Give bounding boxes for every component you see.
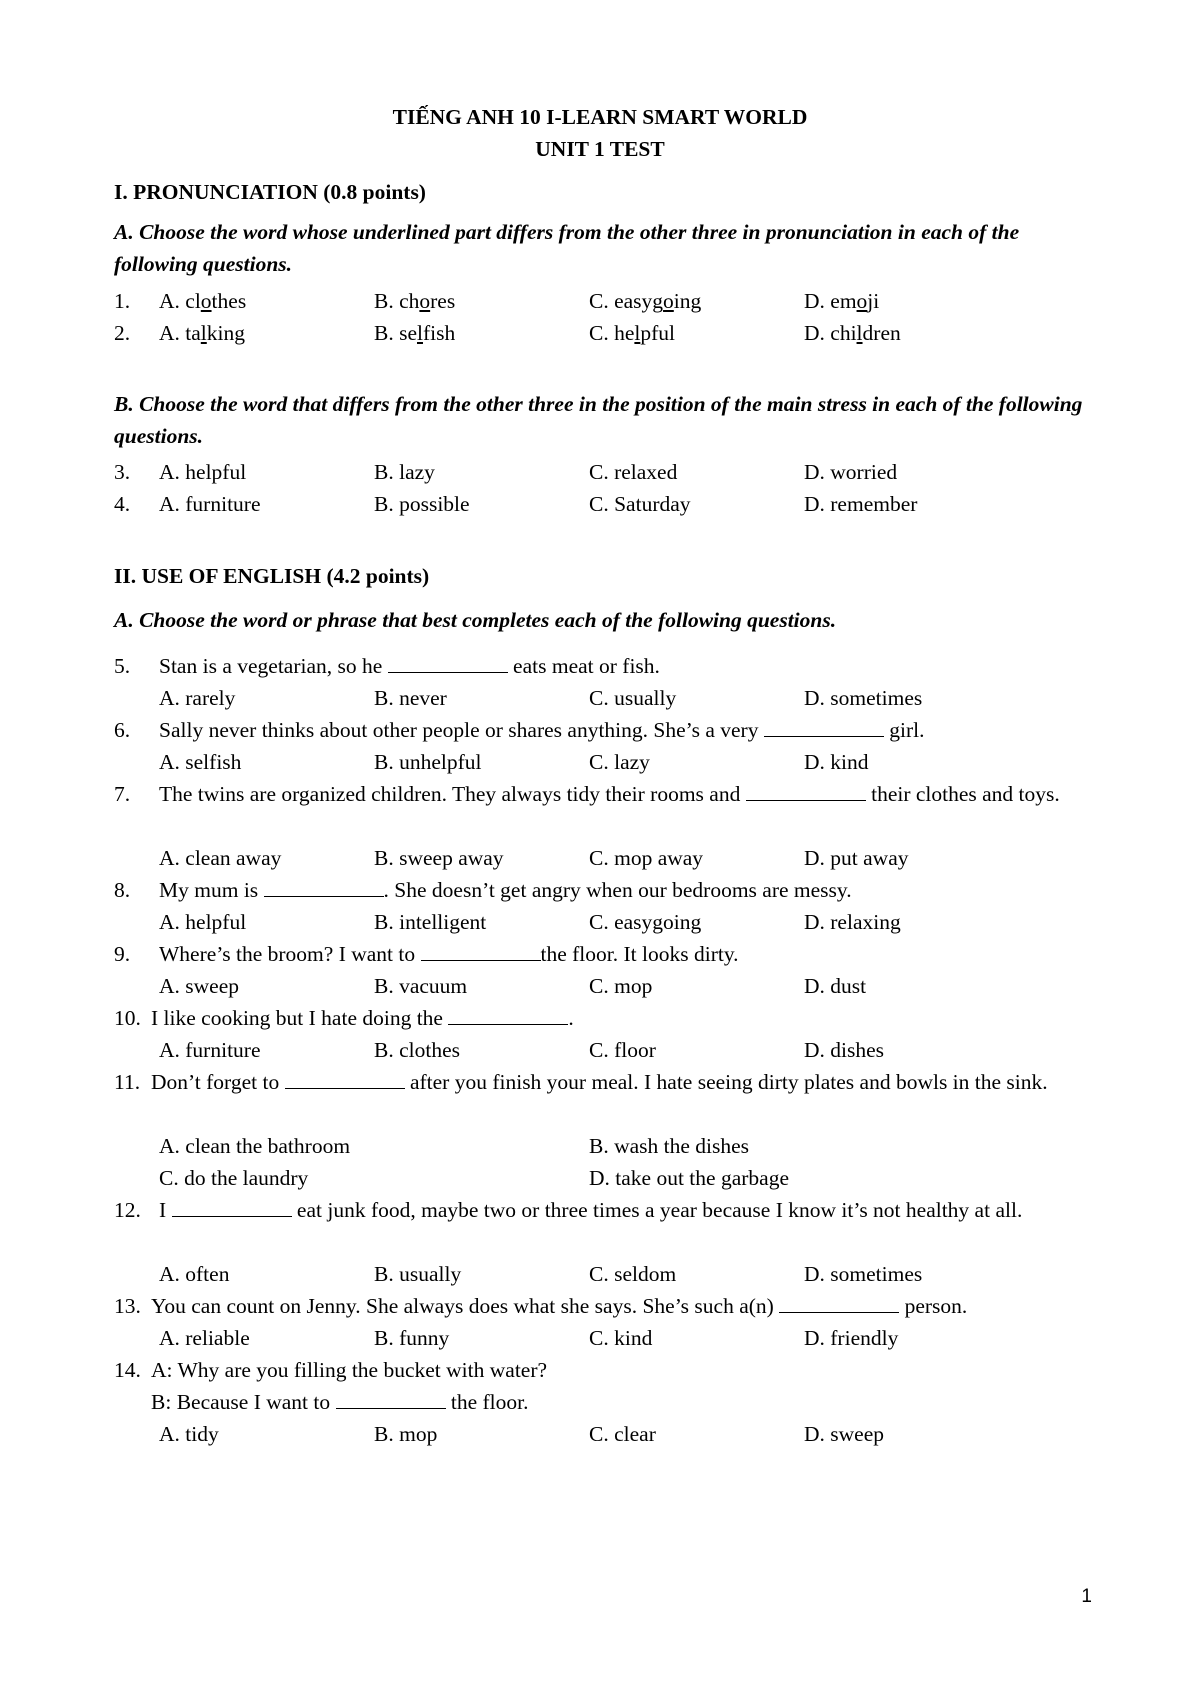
question-number: 11.: [114, 1070, 141, 1094]
question-13-options: [114, 1322, 1104, 1354]
option-a[interactable]: A. tidy: [159, 1422, 219, 1446]
answer-blank[interactable]: [388, 652, 508, 673]
question-12-options: [114, 1258, 1104, 1290]
question-14-line-b: [114, 1386, 1104, 1418]
option-c[interactable]: C. Saturday: [589, 492, 691, 516]
option-b[interactable]: B. never: [374, 686, 447, 710]
option-a[interactable]: A. helpful: [159, 460, 247, 484]
document-title: TIẾNG ANH 10 I-LEARN SMART WORLD: [392, 105, 808, 129]
option-b[interactable]: B. vacuum: [374, 974, 468, 998]
question-number: 14.: [114, 1358, 141, 1382]
option-c[interactable]: C. mop away: [589, 846, 704, 870]
option-d[interactable]: D. put away: [804, 846, 909, 870]
option-d[interactable]: D. kind: [804, 750, 869, 774]
answer-blank[interactable]: [336, 1388, 446, 1409]
option-c[interactable]: C. usually: [589, 686, 677, 710]
section-1b-instruction: B. Choose the word that differs from the other three in the position of the main stress in each of the following questions.: [114, 392, 1083, 448]
answer-blank[interactable]: [764, 716, 884, 737]
option-a[interactable]: A. clean away: [159, 846, 282, 870]
question-number: 4.: [114, 492, 131, 516]
option-a[interactable]: A. reliable: [159, 1326, 250, 1350]
option-a[interactable]: A. clean the bathroom: [159, 1134, 351, 1158]
option-d[interactable]: D. dust: [804, 974, 867, 998]
question-9: [114, 938, 1104, 970]
option-b[interactable]: B. unhelpful: [374, 750, 482, 774]
question-11-options-row-1: [114, 1130, 1104, 1162]
question-number: 8.: [114, 878, 131, 902]
question-6-options: [114, 746, 1104, 778]
question-number: 9.: [114, 942, 131, 966]
question-9-options: [114, 970, 1104, 1002]
option-d[interactable]: D. dishes: [804, 1038, 885, 1062]
option-a[interactable]: A. often: [159, 1262, 230, 1286]
option-c[interactable]: C. helpful: [589, 321, 676, 345]
question-10: [114, 1002, 1104, 1034]
question-2: [114, 317, 1104, 349]
dialogue-line-b: B: Because I want to the floor.: [151, 1390, 529, 1414]
question-4: [114, 488, 1104, 520]
question-stem: My mum is . She doesn’t get angry when our bedrooms are messy.: [159, 878, 852, 902]
question-1: [114, 285, 1104, 317]
option-c[interactable]: C. seldom: [589, 1262, 677, 1286]
option-a[interactable]: A. helpful: [159, 910, 247, 934]
option-b[interactable]: B. sweep away: [374, 846, 504, 870]
option-a[interactable]: A. talking: [159, 321, 246, 345]
question-11-options-row-2: [114, 1162, 1104, 1194]
option-c[interactable]: C. lazy: [589, 750, 650, 774]
question-5-options: [114, 682, 1104, 714]
option-c[interactable]: C. relaxed: [589, 460, 678, 484]
question-number: 6.: [114, 718, 131, 742]
question-number: 10.: [114, 1006, 141, 1030]
option-b[interactable]: B. clothes: [374, 1038, 460, 1062]
answer-blank[interactable]: [448, 1004, 568, 1025]
option-d[interactable]: D. children: [804, 321, 901, 345]
option-d[interactable]: D. emoji: [804, 289, 880, 313]
option-b[interactable]: B. mop: [374, 1422, 438, 1446]
question-5: [114, 650, 1104, 682]
option-a[interactable]: A. clothes: [159, 289, 247, 313]
answer-blank[interactable]: [779, 1292, 899, 1313]
answer-blank[interactable]: [285, 1068, 405, 1089]
question-6: [114, 714, 1104, 746]
answer-blank[interactable]: [746, 780, 866, 801]
option-d[interactable]: D. remember: [804, 492, 918, 516]
option-a[interactable]: A. sweep: [159, 974, 240, 998]
option-c[interactable]: C. clear: [589, 1422, 656, 1446]
question-stem: The twins are organized children. They always tidy their rooms and their clothes and toys.: [159, 782, 1060, 806]
question-12: [114, 1194, 1104, 1258]
option-b[interactable]: B. wash the dishes: [589, 1134, 750, 1158]
question-number: 5.: [114, 654, 131, 678]
option-b[interactable]: B. chores: [374, 289, 456, 313]
question-number: 7.: [114, 782, 131, 806]
option-c[interactable]: C. easygoing: [589, 910, 702, 934]
section-2a-instruction: A. Choose the word or phrase that best completes each of the following questions.: [114, 608, 837, 632]
question-stem: You can count on Jenny. She always does what she says. She’s such a(n) person.: [151, 1294, 968, 1318]
answer-blank[interactable]: [264, 876, 384, 897]
option-b[interactable]: B. possible: [374, 492, 470, 516]
answer-blank[interactable]: [172, 1196, 292, 1217]
question-14: [114, 1354, 1104, 1386]
option-c[interactable]: C. do the laundry: [159, 1166, 309, 1190]
option-d[interactable]: D. sweep: [804, 1422, 885, 1446]
option-d[interactable]: D. friendly: [804, 1326, 899, 1350]
option-c[interactable]: C. kind: [589, 1326, 653, 1350]
option-a[interactable]: A. rarely: [159, 686, 236, 710]
question-number: 13.: [114, 1294, 141, 1318]
option-b[interactable]: B. selfish: [374, 321, 456, 345]
question-7-options: [114, 842, 1104, 874]
section-pronunciation-title: I. PRONUNCIATION (0.8 points): [114, 180, 426, 204]
dialogue-line-a: A: Why are you filling the bucket with water?: [151, 1358, 548, 1382]
question-8: [114, 874, 1104, 906]
question-7: [114, 778, 1104, 842]
section-1a-instruction: A. Choose the word whose underlined part differs from the other three in pronunciation in each of the following questions.: [114, 220, 1020, 276]
option-d[interactable]: D. relaxing: [804, 910, 901, 934]
question-stem: Where’s the broom? I want to the floor. It looks dirty.: [159, 942, 739, 966]
question-stem: Sally never thinks about other people or shares anything. She’s a very girl.: [159, 718, 925, 742]
question-13: [114, 1290, 1104, 1322]
option-d[interactable]: D. worried: [804, 460, 898, 484]
section-use-of-english-title: II. USE OF ENGLISH (4.2 points): [114, 564, 430, 588]
option-b[interactable]: B. funny: [374, 1326, 450, 1350]
question-stem: Don’t forget to after you finish your meal. I hate seeing dirty plates and bowls in the sink.: [151, 1070, 1048, 1094]
option-a[interactable]: A. selfish: [159, 750, 242, 774]
option-c[interactable]: C. mop: [589, 974, 653, 998]
answer-blank[interactable]: [421, 940, 541, 961]
option-d[interactable]: D. sometimes: [804, 686, 923, 710]
question-number: 3.: [114, 460, 131, 484]
question-stem: Stan is a vegetarian, so he eats meat or fish.: [159, 654, 660, 678]
document-subtitle: UNIT 1 TEST: [535, 137, 665, 161]
question-10-options: [114, 1034, 1104, 1066]
option-b[interactable]: B. intelligent: [374, 910, 487, 934]
question-3: [114, 456, 1104, 488]
question-14-options: [114, 1418, 1104, 1450]
option-a[interactable]: A. furniture: [159, 492, 261, 516]
option-d[interactable]: D. sometimes: [804, 1262, 923, 1286]
page-number: 1: [1081, 1586, 1092, 1607]
option-b[interactable]: B. usually: [374, 1262, 462, 1286]
option-b[interactable]: B. lazy: [374, 460, 435, 484]
question-number: 2.: [114, 321, 131, 345]
question-8-options: [114, 906, 1104, 938]
question-number: 12.: [114, 1198, 141, 1222]
option-d[interactable]: D. take out the garbage: [589, 1166, 789, 1190]
option-a[interactable]: A. furniture: [159, 1038, 261, 1062]
question-number: 1.: [114, 289, 131, 313]
option-c[interactable]: C. floor: [589, 1038, 656, 1062]
question-11: [114, 1066, 1104, 1130]
question-stem: I like cooking but I hate doing the .: [151, 1006, 574, 1030]
question-stem: I eat junk food, maybe two or three times a year because I know it’s not healthy at all.: [159, 1198, 1023, 1222]
option-c[interactable]: C. easygoing: [589, 289, 702, 313]
